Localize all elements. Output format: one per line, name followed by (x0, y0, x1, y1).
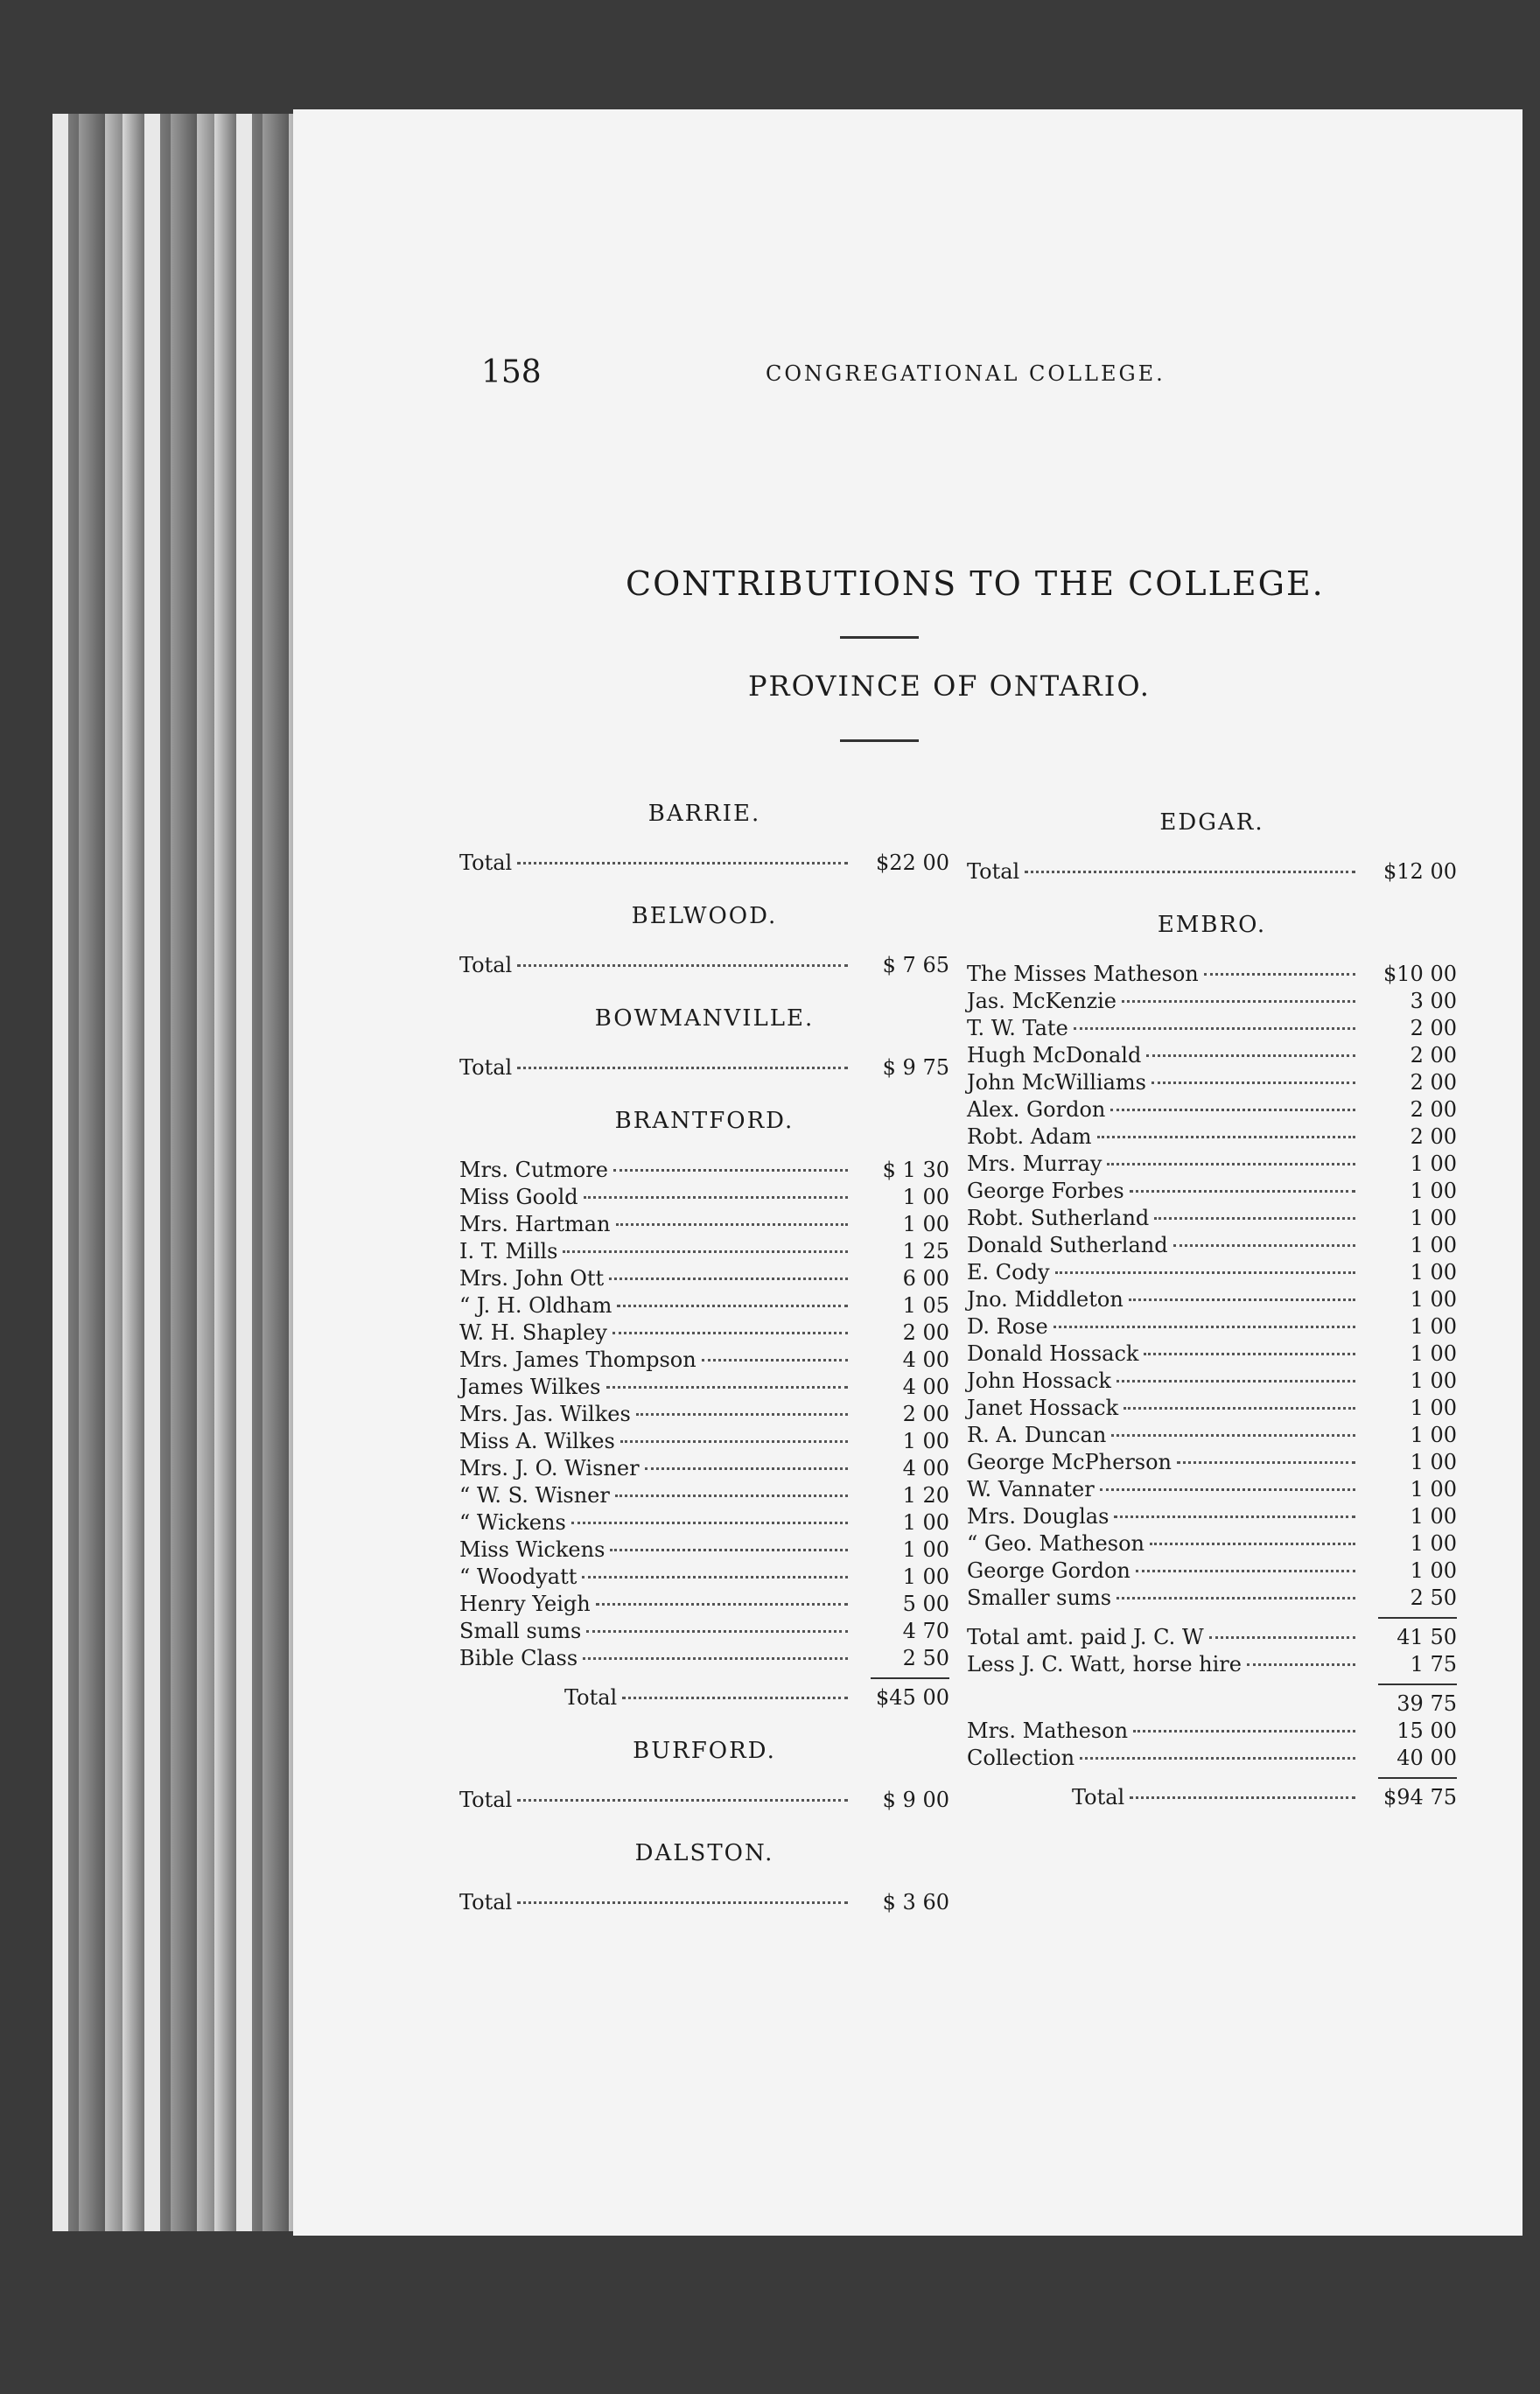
contribution-amount: $94 75 (1383, 1785, 1457, 1810)
dot-leader (1111, 1434, 1355, 1437)
contribution-amount: $ 3 60 (882, 1890, 949, 1914)
contributor-name: Miss Goold (459, 1185, 578, 1209)
contributor-name: Mrs. Matheson (967, 1718, 1129, 1743)
contributor-name: “ J. H. Oldham (459, 1293, 612, 1318)
contribution-amount: 1 00 (1410, 1152, 1457, 1176)
dot-leader (1025, 871, 1355, 873)
contributor-name: Donald Hossack (967, 1341, 1139, 1366)
contribution-row (967, 1368, 1457, 1395)
contribution-row (459, 1787, 949, 1814)
contribution-row (459, 850, 949, 877)
page-number: 158 (481, 354, 542, 390)
contribution-amount: 2 00 (1410, 1043, 1457, 1068)
running-title: CONGREGATIONAL COLLEGE. (766, 361, 1166, 386)
town-heading: BURFORD. (633, 1738, 776, 1764)
document-page (293, 109, 1522, 2236)
dot-leader (1152, 1082, 1355, 1084)
contributor-name: George Forbes (967, 1179, 1124, 1203)
subtitle-rule (840, 739, 919, 742)
town-section (459, 801, 949, 877)
contribution-amount: 1 00 (1410, 1368, 1457, 1393)
dot-leader (615, 1494, 848, 1497)
page-title: CONTRIBUTIONS TO THE COLLEGE. (626, 564, 1325, 603)
dot-leader (517, 1067, 848, 1069)
contributor-name: Henry Yeigh (459, 1592, 591, 1616)
contribution-amount: $ 1 30 (882, 1158, 949, 1182)
dot-leader (616, 1223, 849, 1226)
contributor-name: John McWilliams (967, 1070, 1146, 1095)
contribution-amount: 1 00 (902, 1510, 949, 1535)
dot-leader (702, 1359, 848, 1362)
contribution-amount: 1 00 (1410, 1260, 1457, 1284)
contribution-amount: 1 00 (1410, 1396, 1457, 1420)
contributor-name: Mrs. Douglas (967, 1504, 1110, 1529)
contribution-amount: 1 00 (1410, 1423, 1457, 1447)
town-heading: BARRIE. (648, 801, 761, 827)
contribution-amount: 1 00 (1410, 1477, 1457, 1502)
town-heading: EMBRO. (1157, 912, 1267, 938)
contributor-name: Total (459, 1788, 513, 1812)
contributor-name: John Hossack (967, 1368, 1111, 1393)
town-section (967, 809, 1457, 886)
contribution-row (967, 961, 1457, 988)
contribution-row (459, 1645, 949, 1672)
sum-rule (1378, 1777, 1457, 1779)
contribution-row (459, 1509, 949, 1536)
contribution-row (967, 1784, 1457, 1811)
contribution-row (967, 1232, 1457, 1259)
contribution-row (459, 1536, 949, 1564)
contribution-amount: 2 00 (902, 1402, 949, 1426)
dot-leader (1107, 1163, 1355, 1166)
contribution-row (967, 1558, 1457, 1585)
contribution-row (459, 1591, 949, 1618)
contribution-row (967, 1042, 1457, 1069)
left-column (459, 774, 949, 1916)
dot-leader (1110, 1109, 1355, 1111)
contribution-amount: $45 00 (876, 1685, 949, 1710)
contributor-name: Hugh McDonald (967, 1043, 1142, 1068)
dot-leader (1130, 1796, 1355, 1799)
contribution-row (459, 1455, 949, 1482)
contribution-row (967, 1624, 1457, 1651)
contribution-row (967, 1449, 1457, 1476)
contribution-amount: 4 70 (902, 1619, 949, 1643)
contribution-amount: 1 00 (902, 1212, 949, 1236)
contributor-name: Total (459, 1055, 513, 1080)
page-subtitle: PROVINCE OF ONTARIO. (748, 669, 1151, 703)
contributor-name: Robt. Adam (967, 1124, 1092, 1149)
dot-leader (617, 1305, 848, 1307)
contributor-name: George McPherson (967, 1450, 1172, 1474)
contribution-row (459, 1428, 949, 1455)
sum-rule (1378, 1684, 1457, 1685)
contribution-amount: 1 00 (1410, 1558, 1457, 1583)
contributor-name: Donald Sutherland (967, 1233, 1168, 1257)
contributor-name: George Gordon (967, 1558, 1130, 1583)
dot-leader (1136, 1570, 1355, 1572)
contribution-amount: 1 00 (902, 1564, 949, 1589)
running-header (293, 354, 1522, 407)
contribution-row (459, 1238, 949, 1265)
dot-leader (613, 1169, 848, 1172)
dot-leader (1055, 1271, 1355, 1274)
contributor-name: Mrs. Jas. Wilkes (459, 1402, 631, 1426)
contribution-row (459, 1889, 949, 1916)
contribution-row (967, 1205, 1457, 1232)
contribution-amount: $12 00 (1383, 859, 1457, 884)
town-heading: BELWOOD. (631, 903, 778, 929)
town-section (459, 1108, 949, 1712)
contribution-row (459, 1157, 949, 1184)
contributor-name: Smaller sums (967, 1586, 1112, 1610)
dot-leader (584, 1196, 848, 1199)
contribution-row (967, 1313, 1457, 1340)
subtotal-row (967, 1690, 1457, 1718)
contribution-row (459, 1684, 949, 1712)
dot-leader (517, 964, 848, 967)
contribution-amount: 2 00 (1410, 1097, 1457, 1122)
dot-leader (1100, 1488, 1355, 1491)
dot-leader (1114, 1516, 1355, 1518)
contribution-row (967, 1069, 1457, 1096)
contribution-amount: 1 00 (1410, 1450, 1457, 1474)
dot-leader (1116, 1380, 1355, 1382)
contributor-name: Mrs. James Thompson (459, 1348, 696, 1372)
contributor-name: Mrs. John Ott (459, 1266, 605, 1291)
contribution-amount: 1 00 (1410, 1179, 1457, 1203)
contribution-amount: $22 00 (876, 850, 949, 875)
contribution-amount: 1 00 (902, 1429, 949, 1453)
dot-leader (1177, 1461, 1355, 1464)
contributor-name: Total (967, 859, 1020, 884)
dot-leader (583, 1657, 848, 1660)
contribution-amount: 2 00 (1410, 1016, 1457, 1040)
contribution-row (967, 1745, 1457, 1772)
contributor-name: Alex. Gordon (967, 1097, 1106, 1122)
contribution-amount: 2 50 (902, 1646, 949, 1670)
dot-leader (1130, 1190, 1355, 1193)
contribution-row (459, 1618, 949, 1645)
dot-leader (620, 1440, 848, 1443)
contribution-amount: $10 00 (1383, 962, 1457, 986)
contribution-row (967, 1096, 1457, 1124)
contribution-row (967, 1718, 1457, 1745)
subtotal-amount: 39 75 (1396, 1691, 1457, 1716)
contribution-amount: 1 00 (1410, 1233, 1457, 1257)
contribution-amount: 2 50 (1410, 1586, 1457, 1610)
contributor-name: Bible Class (459, 1646, 578, 1670)
sum-rule (1378, 1617, 1457, 1619)
contribution-row (967, 1151, 1457, 1178)
contribution-row (967, 1395, 1457, 1422)
dot-leader (622, 1697, 848, 1699)
dot-leader (596, 1603, 848, 1606)
dot-leader (1150, 1543, 1355, 1545)
contribution-amount: 1 75 (1410, 1652, 1457, 1676)
contribution-amount: 40 00 (1396, 1746, 1457, 1770)
contribution-row (967, 1124, 1457, 1151)
dot-leader (610, 1549, 848, 1551)
contributor-name: Jno. Middleton (967, 1287, 1124, 1312)
contribution-row (459, 1292, 949, 1320)
contribution-amount: 1 00 (902, 1537, 949, 1562)
contribution-amount: 2 00 (902, 1320, 949, 1345)
contribution-amount: 1 00 (1410, 1206, 1457, 1230)
contributor-name: Mrs. Murray (967, 1152, 1102, 1176)
dot-leader (1133, 1730, 1355, 1732)
contributor-name: Miss A. Wilkes (459, 1429, 615, 1453)
contribution-amount: 6 00 (902, 1266, 949, 1291)
dot-leader (517, 862, 848, 864)
dot-leader (582, 1576, 848, 1578)
dot-leader (1129, 1298, 1355, 1301)
contribution-row (459, 1401, 949, 1428)
right-column (967, 783, 1457, 1811)
dot-leader (1204, 973, 1355, 976)
town-heading: DALSTON. (634, 1840, 774, 1866)
contribution-row (459, 1184, 949, 1211)
contributor-name: Janet Hossack (967, 1396, 1119, 1420)
contributor-name: Jas. McKenzie (967, 989, 1116, 1013)
contributor-name: Robt. Sutherland (967, 1206, 1150, 1230)
contribution-amount: 4 00 (902, 1456, 949, 1480)
dot-leader (586, 1630, 848, 1633)
town-heading: EDGAR. (1159, 809, 1264, 836)
contribution-row (967, 1530, 1457, 1558)
contribution-amount: 2 00 (1410, 1124, 1457, 1149)
dot-leader (1154, 1217, 1355, 1220)
contribution-row (967, 1503, 1457, 1530)
title-rule (840, 636, 919, 639)
dot-leader (1097, 1136, 1355, 1138)
contribution-amount: $ 9 75 (882, 1055, 949, 1080)
contribution-row (967, 1286, 1457, 1313)
contributor-name: Less J. C. Watt, horse hire (967, 1652, 1242, 1676)
contributor-name: D. Rose (967, 1314, 1048, 1339)
town-heading: BOWMANVILLE. (594, 1005, 815, 1032)
contributor-name: Mrs. J. O. Wisner (459, 1456, 640, 1480)
sum-rule (871, 1677, 949, 1679)
contribution-amount: 1 20 (902, 1483, 949, 1508)
contribution-amount: $ 9 00 (882, 1788, 949, 1812)
contributor-name: Total (459, 850, 513, 875)
contribution-amount: $ 7 65 (882, 953, 949, 977)
contributor-name: “ Geo. Matheson (967, 1531, 1144, 1556)
contributor-name: “ Wickens (459, 1510, 566, 1535)
contribution-row (967, 1476, 1457, 1503)
dot-leader (645, 1467, 848, 1470)
contribution-row (459, 952, 949, 979)
contribution-row (967, 1340, 1457, 1368)
contribution-amount: 41 50 (1396, 1625, 1457, 1649)
contributor-name: Total (1072, 1785, 1125, 1810)
contribution-amount: 1 00 (902, 1185, 949, 1209)
contribution-amount: 1 00 (1410, 1504, 1457, 1529)
dot-leader (636, 1413, 848, 1416)
contribution-row (459, 1211, 949, 1238)
contributor-name: Mrs. Cutmore (459, 1158, 608, 1182)
contributor-name: T. W. Tate (967, 1016, 1068, 1040)
dot-leader (1144, 1353, 1355, 1355)
contribution-row (967, 858, 1457, 886)
contribution-row (459, 1265, 949, 1292)
dot-leader (1080, 1757, 1355, 1760)
town-section (459, 1738, 949, 1814)
contributor-name: Miss Wickens (459, 1537, 606, 1562)
dot-leader (517, 1901, 848, 1904)
dot-leader (612, 1332, 848, 1334)
town-section (459, 1840, 949, 1916)
contribution-row (967, 1178, 1457, 1205)
dot-leader (1209, 1636, 1355, 1639)
town-section (459, 1005, 949, 1082)
dot-leader (1124, 1407, 1355, 1410)
contribution-amount: 5 00 (902, 1592, 949, 1616)
town-section (967, 912, 1457, 1811)
contribution-row (459, 1054, 949, 1082)
contributor-name: James Wilkes (459, 1375, 601, 1399)
dot-leader (1247, 1663, 1355, 1666)
contribution-amount: 3 00 (1410, 989, 1457, 1013)
contributor-name: “ W. S. Wisner (459, 1483, 610, 1508)
contributor-name: “ Woodyatt (459, 1564, 578, 1589)
contributor-name: I. T. Mills (459, 1239, 558, 1264)
contribution-row (967, 1651, 1457, 1678)
dot-leader (1173, 1244, 1355, 1247)
contribution-row (459, 1320, 949, 1347)
contribution-amount: 1 25 (902, 1239, 949, 1264)
contribution-row (967, 1585, 1457, 1612)
contributor-name: Total (459, 1890, 513, 1914)
contributor-name: E. Cody (967, 1260, 1050, 1284)
town-heading: BRANTFORD. (614, 1108, 794, 1134)
dot-leader (517, 1799, 848, 1802)
contribution-amount: 4 00 (902, 1348, 949, 1372)
dot-leader (1116, 1597, 1355, 1600)
contributor-name: R. A. Duncan (967, 1423, 1107, 1447)
contributor-name: Collection (967, 1746, 1075, 1770)
contribution-amount: 1 00 (1410, 1314, 1457, 1339)
contribution-amount: 1 00 (1410, 1531, 1457, 1556)
dot-leader (1122, 1000, 1355, 1003)
contribution-amount: 1 05 (902, 1293, 949, 1318)
contributor-name: Total (459, 953, 513, 977)
contribution-row (459, 1564, 949, 1591)
contribution-amount: 1 00 (1410, 1341, 1457, 1366)
dot-leader (606, 1386, 849, 1389)
contribution-row (459, 1347, 949, 1374)
dot-leader (1146, 1054, 1355, 1057)
contributor-name: W. Vannater (967, 1477, 1095, 1502)
dot-leader (1074, 1027, 1355, 1030)
town-section (459, 903, 949, 979)
contribution-amount: 15 00 (1396, 1718, 1457, 1743)
contribution-row (967, 1015, 1457, 1042)
dot-leader (609, 1278, 848, 1280)
dot-leader (571, 1522, 848, 1524)
contributor-name: Total amt. paid J. C. W (967, 1625, 1204, 1649)
contributor-name: Total (564, 1685, 618, 1710)
contribution-amount: 1 00 (1410, 1287, 1457, 1312)
book-page-edges (52, 114, 306, 2231)
contribution-amount: 4 00 (902, 1375, 949, 1399)
contribution-amount: 2 00 (1410, 1070, 1457, 1095)
contribution-row (967, 988, 1457, 1015)
contribution-row (459, 1374, 949, 1401)
contribution-row (967, 1422, 1457, 1449)
contribution-row (459, 1482, 949, 1509)
dot-leader (563, 1250, 848, 1253)
contributor-name: Mrs. Hartman (459, 1212, 611, 1236)
contributor-name: Small sums (459, 1619, 582, 1643)
contributor-name: W. H. Shapley (459, 1320, 607, 1345)
contribution-row (967, 1259, 1457, 1286)
dot-leader (1054, 1326, 1355, 1328)
contributor-name: The Misses Matheson (967, 962, 1199, 986)
